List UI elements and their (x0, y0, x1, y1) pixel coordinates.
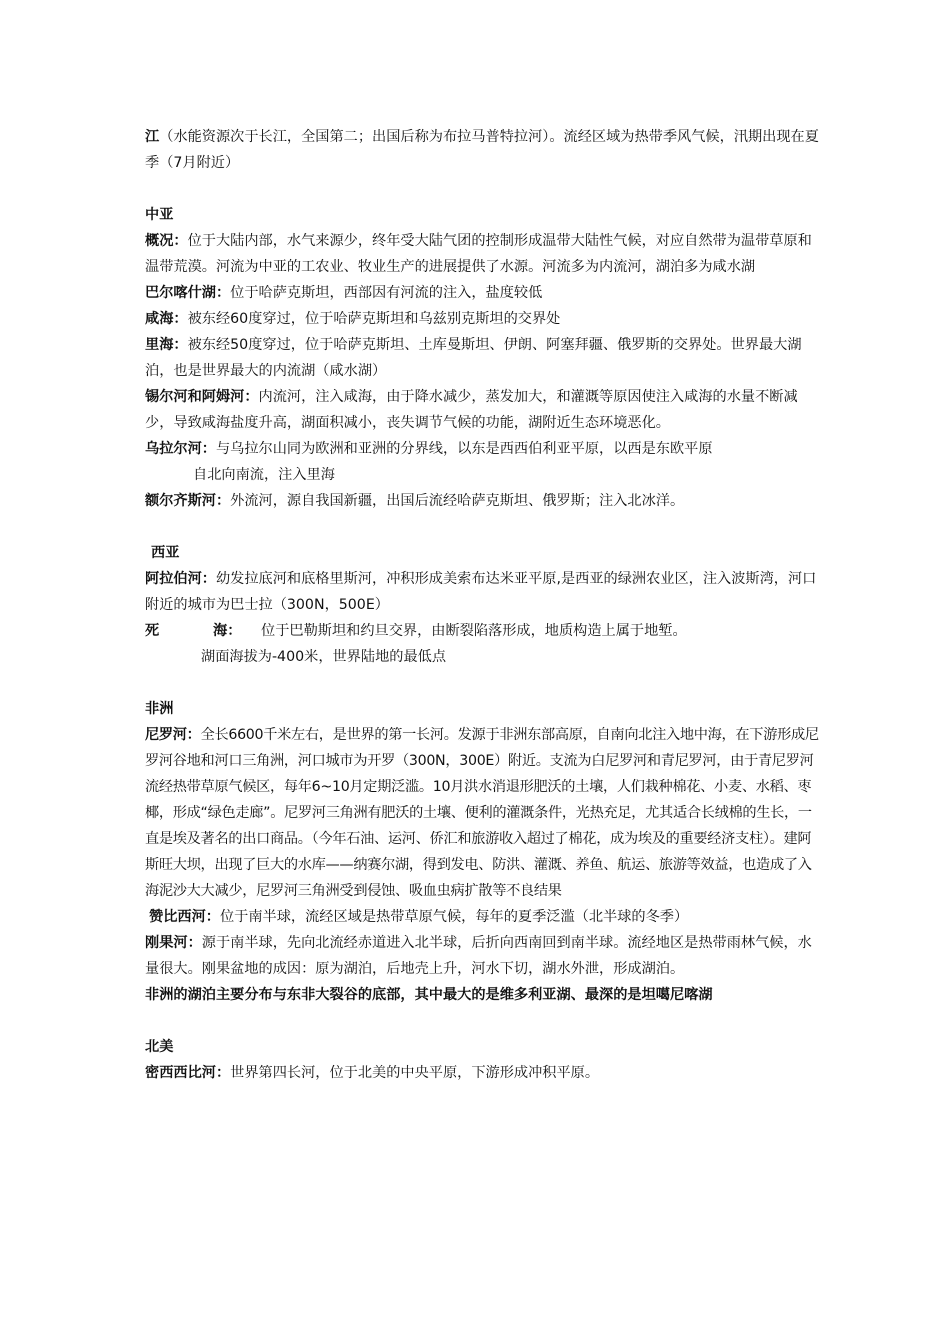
spacer (145, 670, 825, 696)
term: 阿拉伯河： (145, 571, 216, 587)
term: 巴尔喀什湖： (145, 285, 231, 301)
term: 密西西比河： (145, 1065, 231, 1081)
paragraph-caspian-sea (145, 332, 825, 384)
paragraph-nile (145, 722, 825, 904)
term: 刚果河： (145, 935, 202, 951)
term: 江 (145, 129, 160, 145)
paragraph-text: 源于南半球，先向北流经赤道进入北半球，后折向西南回到南半球。流经地区是热带雨林气候，水量很大。刚果盆地的成因：原为湖泊，后地壳上升，河水下切，湖水外泄，形成湖泊。 (145, 935, 812, 977)
paragraph-text: 位于大陆内部，水气来源少，终年受大陆气团的控制形成温带大陆性气候，对应自然带为温带草原和温带荒漠。河流为中亚的工农业、牧业生产的进展提供了水源。河流多为内流河，湖泊多为咸水湖 (145, 233, 812, 275)
term: 咸海： (145, 311, 188, 327)
paragraph-syr-amu (145, 384, 825, 436)
paragraph-ural-flow: 自北向南流，注入里海 (193, 467, 335, 483)
paragraph-africa-lakes: 非洲的湖泊主要分布与东非大裂谷的底部，其中最大的是维多利亚湖、最深的是坦噶尼喀湖 (145, 987, 713, 1003)
term: 海： (213, 623, 242, 639)
paragraph-zambezi (145, 904, 825, 930)
section-heading-west-asia: 西亚 (151, 545, 180, 561)
spacer (145, 176, 825, 202)
paragraph-text: （水能资源次于长江，全国第二；出国后称为布拉马普特拉河）。流经区域为热带季风气候，汛期出现在夏季（7月附近） (145, 129, 819, 171)
paragraph-text: 幼发拉底河和底格里斯河，冲积形成美索布达米亚平原,是西亚的绿洲农业区，注入波斯湾，河口附近的城市为巴士拉（300N，500E） (145, 571, 817, 613)
paragraph-text: 位于巴勒斯坦和约旦交界，由断裂陷落形成，地质构造上属于地堑。 (261, 623, 687, 639)
paragraph-text: 全长6600千米左右，是世界的第一长河。发源于非洲东部高原，自南向北注入地中海，在下游形成尼罗河谷地和河口三角洲，河口城市为开罗（300N，300E）附近。支流为白尼罗河和青尼罗河，由于青尼罗河流经热带草原气候区，每年6~10月定期泛滥。10月洪水消退形肥沃的土壤，人们栽种棉花、小麦、水稻、枣椰，形成“绿色走廊”。尼罗河三角洲有肥沃的土壤、便利的灌溉条件，光热充足，尤其适合长绒棉的生长，一直是埃及著名的出口商品。（今年石油、运河、侨汇和旅游收入超过了棉花，成为埃及的重要经济支柱）。建阿斯旺大坝，出现了巨大的水库——纳赛尔湖，得到发电、防洪、灌溉、养鱼、航运、旅游等效益，也造成了入海泥沙大大减少，尼罗河三角洲受到侵蚀、吸血虫病扩散等不良结果 (145, 727, 819, 899)
paragraph-text: 位于南半球，流经区域是热带草原气候，每年的夏季泛滥（北半球的冬季） (219, 909, 689, 925)
term: 乌拉尔河： (145, 441, 216, 457)
section-heading-central-asia: 中亚 (145, 207, 174, 223)
document-body (145, 124, 825, 1086)
paragraph-text: 与乌拉尔山同为欧洲和亚洲的分界线，以东是西西伯利亚平原，以西是东欧平原 (215, 441, 713, 457)
paragraph-ural (145, 436, 825, 462)
paragraph-text: 世界第四长河，位于北美的中央平原，下游形成冲积平原。 (230, 1065, 600, 1081)
paragraph-dead-sea-elevation: 湖面海拔为-400米，世界陆地的最低点 (201, 649, 447, 665)
spacer (145, 1008, 825, 1034)
paragraph-text: 被东经60度穿过，位于哈萨克斯坦和乌兹别克斯坦的交界处 (187, 311, 561, 327)
paragraph-mississippi (145, 1060, 825, 1086)
paragraph-river-continued (145, 124, 825, 176)
term: 尼罗河： (145, 727, 201, 743)
paragraph-arab-river (145, 566, 825, 618)
paragraph-aral-sea (145, 306, 825, 332)
paragraph-text: 被东经50度穿过，位于哈萨克斯坦、土库曼斯坦、伊朗、阿塞拜疆、俄罗斯的交界处。世界最大湖泊，也是世界最大的内流湖（咸水湖） (145, 337, 802, 379)
term: 概况： (145, 233, 188, 249)
term: 额尔齐斯河： (145, 493, 231, 509)
term: 锡尔河和阿姆河： (145, 389, 259, 405)
paragraph-text: 内流河，注入咸海，由于降水减少，蒸发加大，和灌溉等原因使注入咸海的水量不断减少，导致咸海盐度升高，湖面积减小，丧失调节气候的功能，湖附近生态环境恶化。 (145, 389, 798, 431)
paragraph-dead-sea (145, 618, 825, 644)
spacer (145, 514, 825, 540)
term: 死 (145, 623, 160, 639)
section-heading-north-america: 北美 (145, 1039, 174, 1055)
paragraph-text: 外流河，源自我国新疆，出国后流经哈萨克斯坦、俄罗斯；注入北冰洋。 (230, 493, 685, 509)
term: 赞比西河： (149, 909, 220, 925)
paragraph-congo (145, 930, 825, 982)
section-heading-africa: 非洲 (145, 701, 174, 717)
paragraph-text: 位于哈萨克斯坦，西部因有河流的注入，盐度较低 (230, 285, 543, 301)
paragraph-overview (145, 228, 825, 280)
paragraph-balkhash (145, 280, 825, 306)
term: 里海： (145, 337, 188, 353)
paragraph-irtysh (145, 488, 825, 514)
